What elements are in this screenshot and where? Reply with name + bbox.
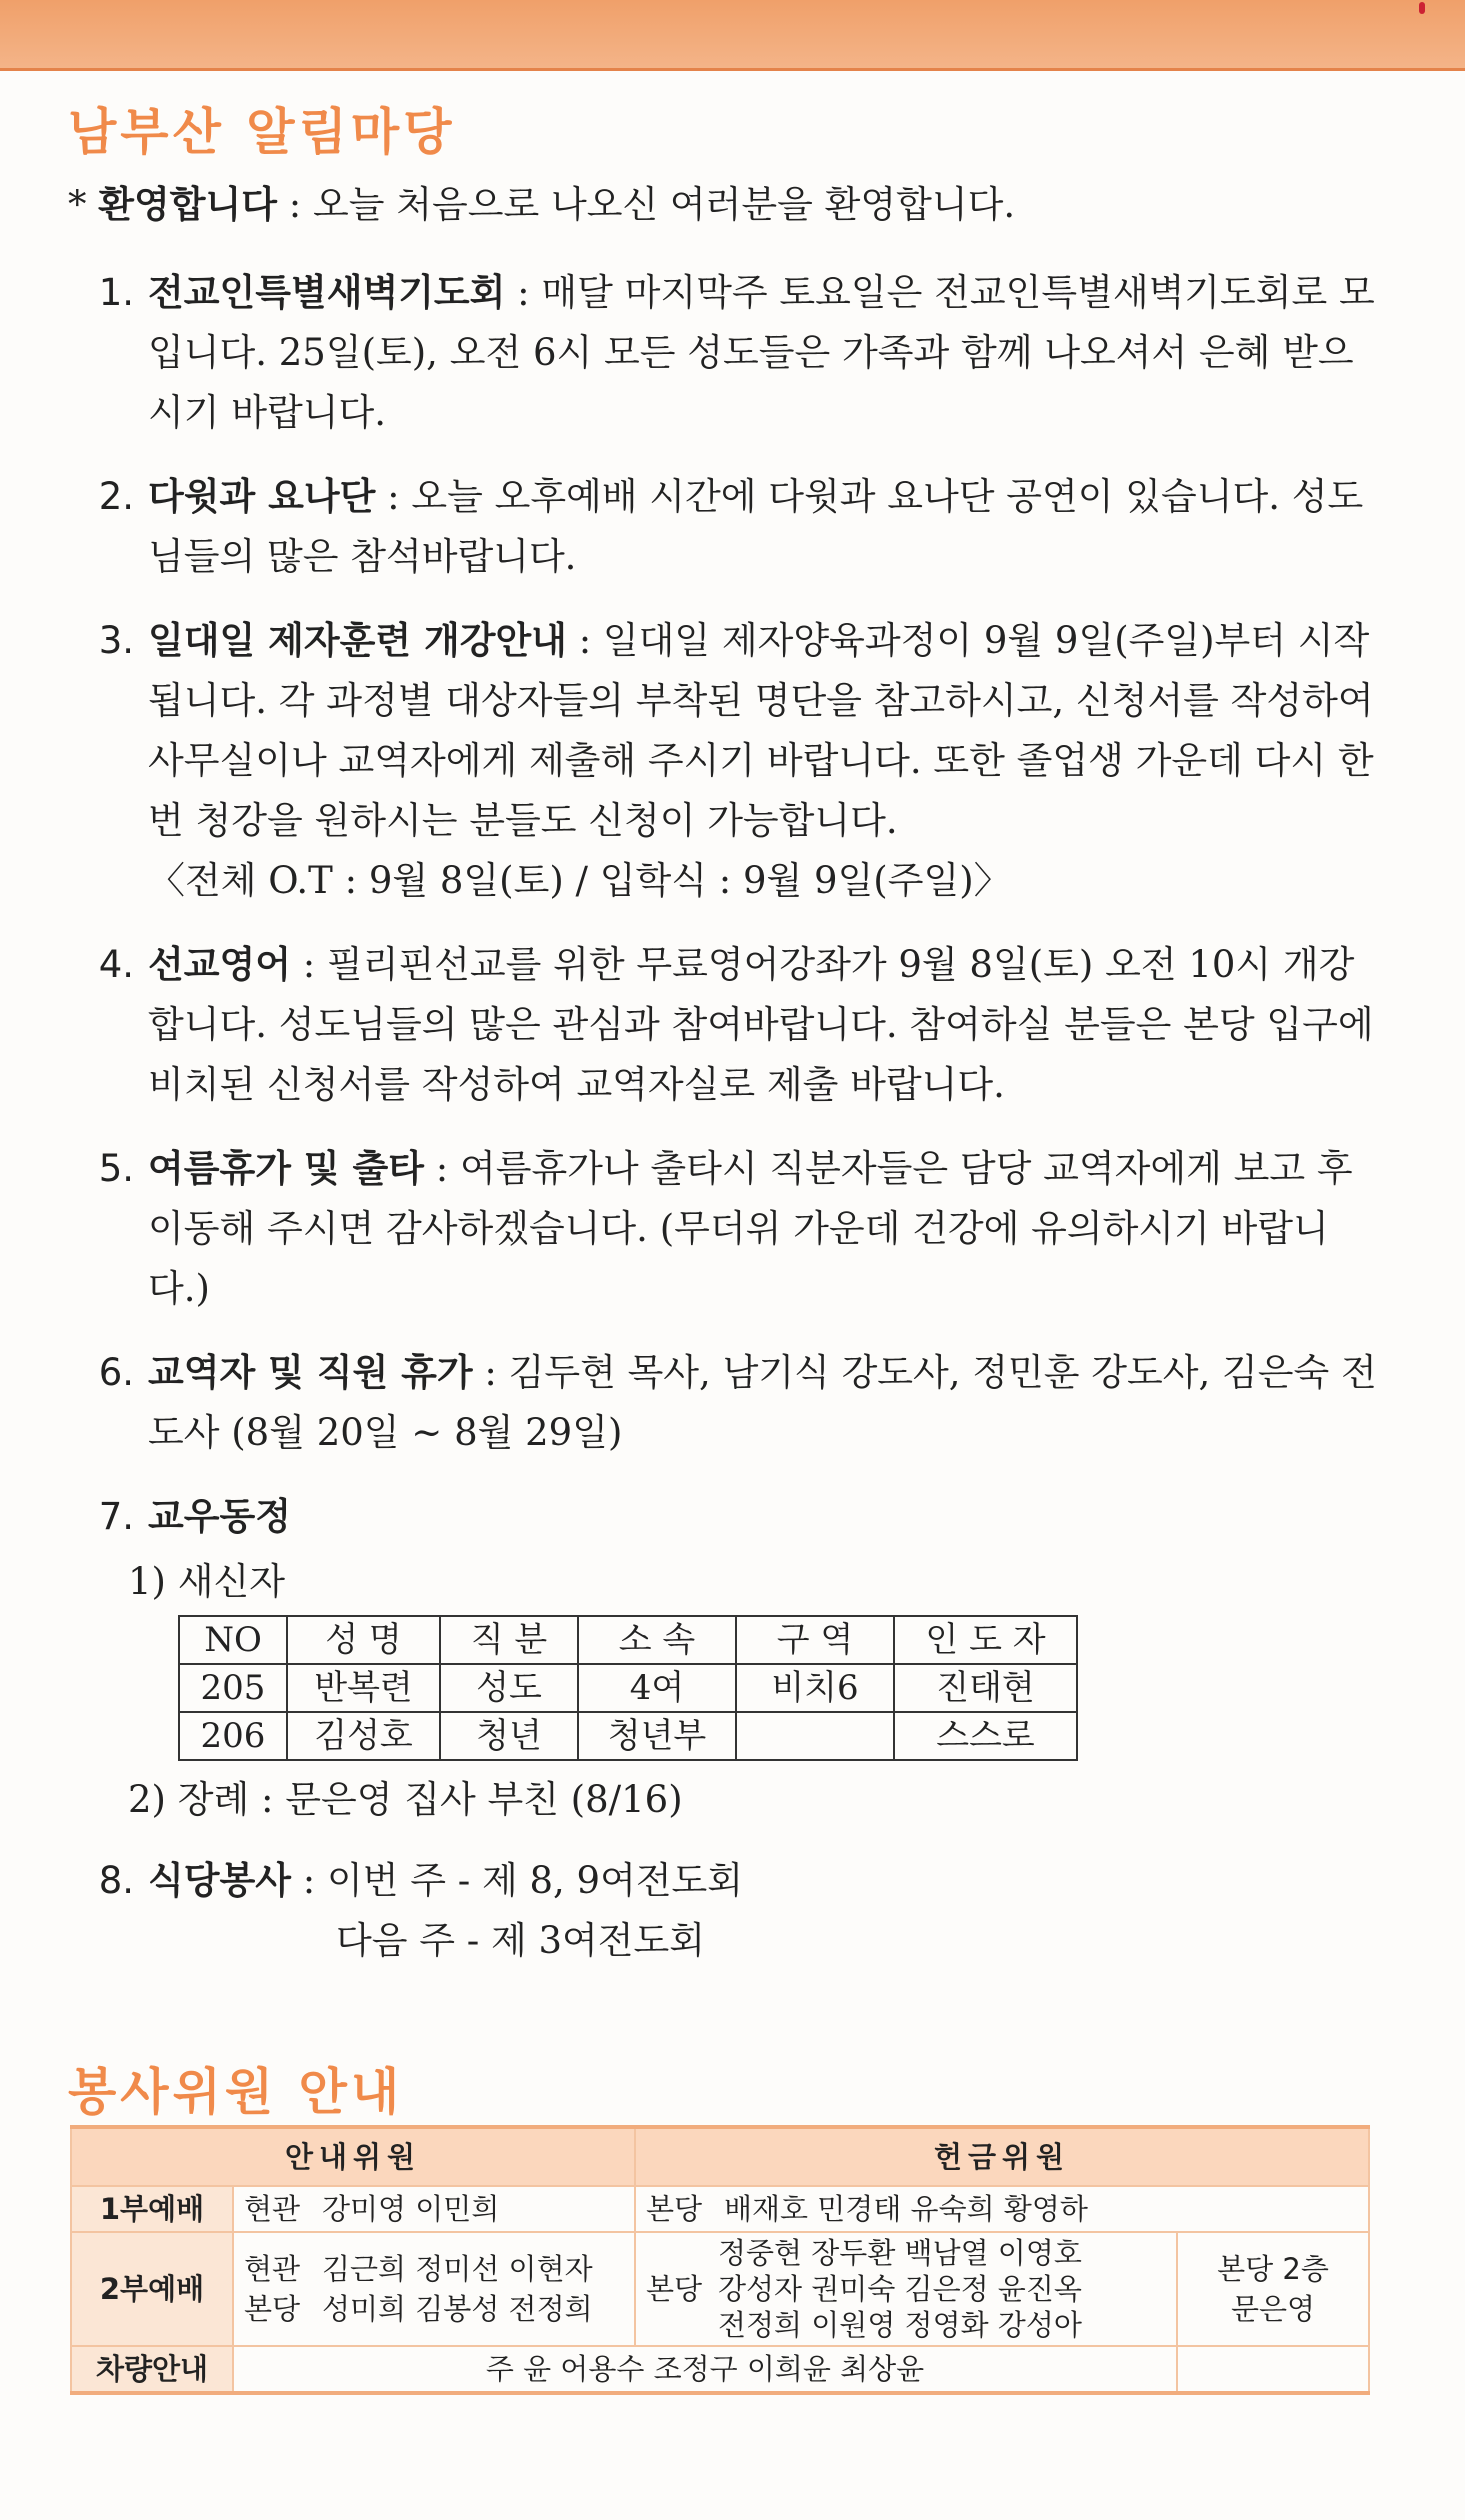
welcome-title: 환영합니다 bbox=[98, 183, 277, 226]
announcements bbox=[68, 175, 1388, 1995]
table-cell: 비치6 bbox=[736, 1664, 894, 1712]
corner-mark bbox=[1419, 2, 1425, 14]
offering-inner bbox=[646, 2235, 1082, 2343]
header-offering: 헌금위원 bbox=[635, 2127, 1369, 2186]
header-band bbox=[0, 0, 1465, 71]
item-text: : 오늘 오후예배 시간에 다윗과 요나단 공연이 있습니다. 성도님들의 많은 참석바랍니다. bbox=[148, 475, 1364, 578]
names: 강성자 권미숙 김은정 윤진옥 bbox=[718, 2272, 1082, 2306]
offering-extra-cell bbox=[1177, 2232, 1369, 2346]
item-text: : 필리핀선교를 위한 무료영어강좌가 9월 8일(토) 오전 10시 개강합니다. 성도님들의 많은 관심과 참여바랍니다. 참여하실 분들은 본당 입구에 비치된 신청서를 작성하여 교역자실로 제출 바랍니다. bbox=[148, 943, 1374, 1106]
item-number: 1. bbox=[98, 271, 134, 314]
header-guide: 안내위원 bbox=[71, 2127, 635, 2186]
guide-cell bbox=[233, 2232, 635, 2346]
vehicle-names: 주 윤 어용수 조정구 이희윤 최상윤 bbox=[233, 2346, 1177, 2393]
table-cell: 청년 bbox=[440, 1712, 578, 1760]
location: 현관 bbox=[244, 2192, 301, 2226]
item-number: 8. bbox=[98, 1859, 134, 1902]
item-text: : 매달 마지막주 토요일은 전교인특별새벽기도회로 모입니다. 25일(토), 오전 6시 모든 성도들은 가족과 함께 나오셔서 은혜 받으시기 바랍니다. bbox=[148, 271, 1375, 434]
table-cell: 반복련 bbox=[287, 1664, 440, 1712]
table-header: NO bbox=[179, 1616, 287, 1664]
item-number: 5. bbox=[98, 1147, 134, 1190]
table-header-row bbox=[179, 1616, 1077, 1664]
announcement-item bbox=[68, 263, 1388, 443]
names: 성미희 김봉성 전정희 bbox=[322, 2292, 593, 2326]
table-cell: 4여 bbox=[578, 1664, 736, 1712]
item-title: 다윗과 요나단 bbox=[148, 475, 376, 518]
names: 정중현 장두환 백남열 이영호 bbox=[718, 2236, 1082, 2270]
names: 배재호 민경태 유숙희 황영하 bbox=[724, 2192, 1088, 2226]
table-header: 구 역 bbox=[736, 1616, 894, 1664]
location: 현관 bbox=[244, 2252, 301, 2286]
item-text: : 여름휴가나 출타시 직분자들은 담당 교역자에게 보고 후 이동해 주시면 감사하겠습니다. (무더위 가운데 건강에 유의하시기 바랍니다.) bbox=[148, 1147, 1353, 1310]
table-cell: 진태현 bbox=[894, 1664, 1077, 1712]
kitchen-this-week: : 이번 주 - 제 8, 9여전도회 bbox=[290, 1859, 744, 1902]
announcement-item bbox=[68, 611, 1388, 911]
announcement-item bbox=[68, 1139, 1388, 1319]
item-number: 6. bbox=[98, 1351, 134, 1394]
section-title-announcements: 남부산 알림마당 bbox=[68, 103, 456, 161]
announcement-item bbox=[68, 935, 1388, 1115]
table-row bbox=[71, 2186, 1369, 2232]
table-row bbox=[179, 1664, 1077, 1712]
item-title: 식당봉사 bbox=[148, 1859, 291, 1902]
table-header: 직 분 bbox=[440, 1616, 578, 1664]
funeral-note: 2) 장례 : 문은영 집사 부친 (8/16) bbox=[128, 1778, 683, 1821]
newcomers-label: 1) 새신자 bbox=[128, 1560, 285, 1603]
table-row bbox=[71, 2232, 1369, 2346]
table-header: 소 속 bbox=[578, 1616, 736, 1664]
item-title: 교우동정 bbox=[148, 1495, 291, 1538]
empty-cell bbox=[1177, 2346, 1369, 2393]
newcomers-table bbox=[178, 1615, 1078, 1761]
volunteer-header-row bbox=[71, 2127, 1369, 2186]
table-cell: 스스로 bbox=[894, 1712, 1077, 1760]
item-schedule: 〈전체 O.T : 9월 8일(토) / 입학식 : 9월 9일(주일)〉 bbox=[148, 859, 1011, 902]
item-title: 교역자 및 직원 휴가 bbox=[148, 1351, 473, 1394]
item-number: 7. bbox=[98, 1495, 134, 1538]
table-cell: 206 bbox=[179, 1712, 287, 1760]
location: 본당 2층 bbox=[1217, 2252, 1329, 2286]
star-mark: * bbox=[68, 183, 87, 226]
table-cell: 성도 bbox=[440, 1664, 578, 1712]
welcome-text: : 오늘 처음으로 나오신 여러분을 환영합니다. bbox=[276, 183, 1016, 226]
table-cell: 청년부 bbox=[578, 1712, 736, 1760]
kitchen-next-week: 다음 주 - 제 3여전도회 bbox=[336, 1919, 706, 1962]
row-label-service1: 1부예배 bbox=[71, 2186, 233, 2232]
row-label-vehicle: 차량안내 bbox=[71, 2346, 233, 2393]
volunteer-table bbox=[70, 2125, 1370, 2395]
location: 본당 bbox=[244, 2292, 301, 2326]
item-title: 여름휴가 및 출타 bbox=[148, 1147, 424, 1190]
offering-cell bbox=[635, 2232, 1177, 2346]
item-number: 3. bbox=[98, 619, 134, 662]
item-number: 4. bbox=[98, 943, 134, 986]
names: 김근희 정미선 이현자 bbox=[322, 2252, 593, 2286]
table-row bbox=[179, 1712, 1077, 1760]
table-header: 인 도 자 bbox=[894, 1616, 1077, 1664]
row-label-service2: 2부예배 bbox=[71, 2232, 233, 2346]
section-title-volunteers: 봉사위원 안내 bbox=[68, 2063, 404, 2121]
item-title: 일대일 제자훈련 개강안내 bbox=[148, 619, 567, 662]
announcement-item-members bbox=[68, 1487, 1388, 1547]
announcement-item-kitchen bbox=[68, 1851, 1388, 1971]
announcement-item bbox=[68, 1343, 1388, 1463]
table-header: 성 명 bbox=[287, 1616, 440, 1664]
names: 문은영 bbox=[1230, 2292, 1316, 2326]
welcome-line bbox=[68, 175, 1388, 235]
announcement-item bbox=[68, 467, 1388, 587]
item-text: : 김두현 목사, 남기식 강도사, 정민훈 강도사, 김은숙 전도사 (8월 20일 ~ 8월 29일) bbox=[148, 1351, 1377, 1454]
names: 강미영 이민희 bbox=[322, 2192, 500, 2226]
table-cell: 김성호 bbox=[287, 1712, 440, 1760]
table-cell bbox=[736, 1712, 894, 1760]
location: 본당 bbox=[646, 2192, 703, 2226]
item-title: 전교인특별새벽기도회 bbox=[148, 271, 506, 314]
item-text: : 일대일 제자양육과정이 9월 9일(주일)부터 시작됩니다. 각 과정별 대상자들의 부착된 명단을 참고하시고, 신청서를 작성하여 사무실이나 교역자에게 제출해 주시기 바랍니다. 또한 졸업생 가운데 다시 한번 청강을 원하시는 분들도 신청이 가능합니다. bbox=[148, 619, 1374, 842]
location: 본당 bbox=[646, 2272, 703, 2306]
item-title: 선교영어 bbox=[148, 943, 291, 986]
table-cell: 205 bbox=[179, 1664, 287, 1712]
offering-cell bbox=[635, 2186, 1369, 2232]
table-row bbox=[71, 2346, 1369, 2393]
item-number: 2. bbox=[98, 475, 134, 518]
names: 전정희 이원영 정영화 강성아 bbox=[718, 2308, 1082, 2342]
guide-cell bbox=[233, 2186, 635, 2232]
